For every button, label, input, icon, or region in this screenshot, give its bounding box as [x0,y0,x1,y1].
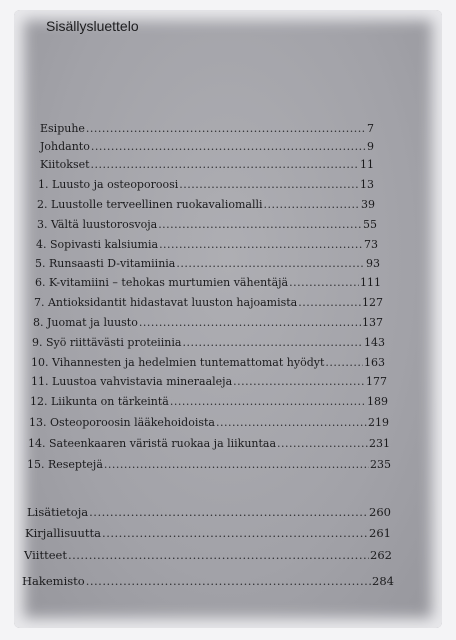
leader-dots [158,218,362,232]
toc-entry-page: 261 [369,526,391,540]
toc-entry [24,548,392,562]
toc-entry-label: Lisätietoja [27,505,89,519]
toc-entry-label: 2. Luustolle terveellinen ruokavaliomalli [37,198,263,211]
toc-entry-page: 73 [364,238,378,251]
leader-dots [159,238,363,252]
toc-entry-label: Kiitokset [40,158,90,171]
toc-entry-label: 10. Vihannesten ja hedelmien tuntemattomat hyödyt [31,356,325,369]
toc-entry-label: 8. Juomat ja luusto [33,316,138,329]
toc-entry [35,276,381,290]
toc-entry-page: 13 [360,178,374,191]
toc-entry-label: Kirjallisuutta [25,526,102,540]
toc-entry [40,158,374,172]
leader-dots [325,356,363,370]
toc-entry [36,238,378,252]
toc-entry [31,375,387,389]
leader-dots [170,395,366,409]
toc-entry-label: 5. Runsaasti D-vitamiinia [35,257,176,270]
toc-entry-page: 11 [360,158,374,171]
toc-entry [34,296,383,310]
toc-entry [37,218,377,232]
toc-entry-label: 1. Luusto ja osteoporoosi [38,178,179,191]
leader-dots [289,276,359,290]
toc-entry-page: 231 [369,437,390,450]
toc-entry [25,526,391,540]
toc-entry-page: 219 [368,416,389,429]
toc-entry-page: 55 [363,218,377,231]
toc-entry-page: 235 [370,458,391,471]
toc-entry [31,356,385,370]
toc-entry-page: 284 [372,574,394,588]
toc-entry [37,198,375,212]
toc-entry [27,505,391,519]
toc-entry-label: 4. Sopivasti kalsiumia [36,238,159,251]
leader-dots [264,198,360,212]
toc-heading: Sisällysluettelo [46,18,139,34]
toc-entry-page: 39 [361,198,375,211]
leader-dots [68,548,369,562]
toc-entry-label: Viitteet [24,548,67,562]
toc-entry-label: 13. Osteoporoosin lääkehoidoista [29,416,215,429]
leader-dots [176,257,365,271]
toc-entry [29,416,389,430]
toc-entry-page: 7 [367,122,374,135]
toc-entry [32,336,385,350]
leader-dots [139,316,361,330]
toc-entry [38,178,374,192]
toc-entry [40,122,374,136]
leader-dots [89,505,368,519]
toc-entry-label: Hakemisto [22,574,85,588]
toc-entry-page: 262 [370,548,392,562]
toc-entry [35,257,380,271]
toc-entry [27,458,391,472]
toc-entry-page: 163 [364,356,385,369]
toc-entry-label: 12. Liikunta on tärkeintä [30,395,169,408]
toc-entry-page: 111 [360,276,381,289]
toc-entry-page: 93 [366,257,380,270]
toc-entry [28,437,390,451]
toc-entry-label: 14. Sateenkaaren väristä ruokaa ja liikuntaa [28,437,277,450]
leader-dots [104,458,369,472]
toc-entry [22,574,394,588]
leader-dots [179,178,359,192]
leader-dots [91,158,359,172]
toc-entry-page: 9 [367,140,374,153]
toc-entry-label: 3. Vältä luustorosvoja [37,218,158,231]
leader-dots [91,140,366,154]
toc-entry-label: 9. Syö riittävästi proteiinia [32,336,182,349]
toc-entry-label: 11. Luustoa vahvistavia mineraaleja [31,375,233,388]
toc-entry-page: 143 [364,336,385,349]
toc-entry [30,395,388,409]
toc-entry-page: 137 [362,316,383,329]
toc-entry-label: 6. K-vitamiini – tehokas murtumien vähentäjä [35,276,289,289]
leader-dots [216,416,367,430]
toc-entry-page: 260 [369,505,391,519]
toc-entry-label: 7. Antioksidantit hidastavat luuston hajoamista [34,296,298,309]
toc-entry-page: 189 [367,395,388,408]
leader-dots [233,375,365,389]
leader-dots [102,526,368,540]
toc-entry [40,140,374,154]
toc-entry-label: Johdanto [40,140,90,153]
leader-dots [86,122,366,136]
leader-dots [86,574,371,588]
toc-entry-label: 15. Reseptejä [27,458,103,471]
toc-entry [33,316,383,330]
toc-entry-page: 177 [366,375,387,388]
leader-dots [182,336,363,350]
leader-dots [277,437,368,451]
leader-dots [298,296,361,310]
toc-entry-label: Esipuhe [40,122,85,135]
toc-entry-page: 127 [362,296,383,309]
